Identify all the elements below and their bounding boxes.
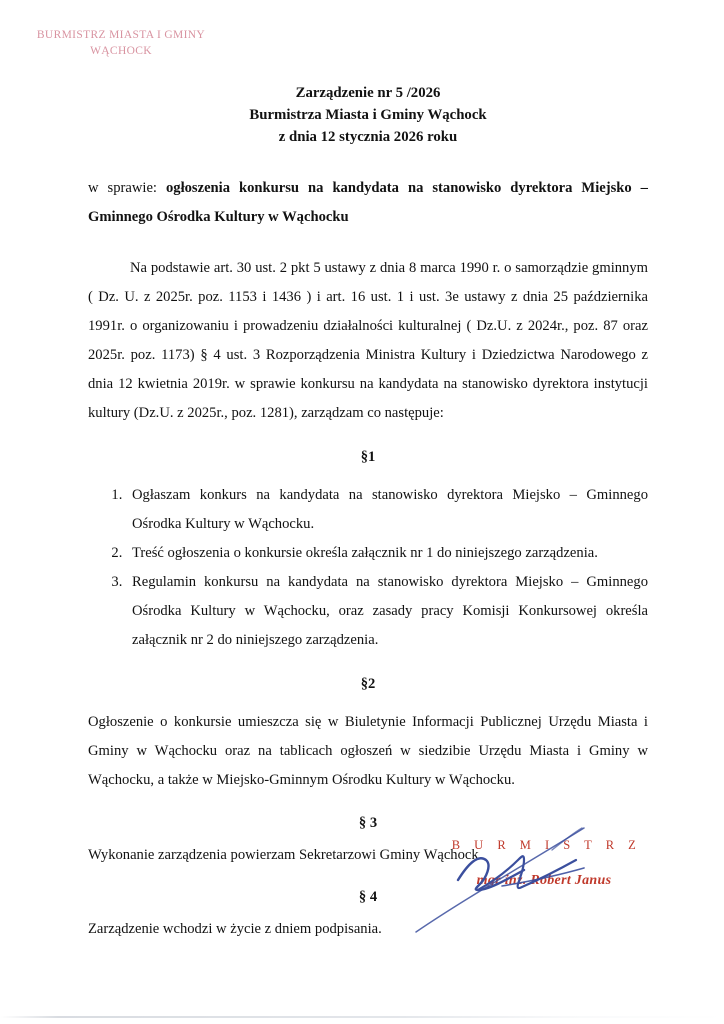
signature-office-stamp: B U R M I S T R Z <box>451 838 642 852</box>
section-1-list <box>88 481 648 655</box>
section-marker-4: § 4 <box>358 889 378 906</box>
legal-basis-paragraph: Na podstawie art. 30 ust. 2 pkt 5 ustawy z dnia 8 marca 1990 r. o samorządzie gminnym ( Dz. U. z 2025r. poz. 1153 i 1436 ) i art. 16 ust. 1 i ust. 3e ustawy z dnia 25 października 1991r. o organizowaniu i prowadzeniu działalności kulturalnej ( Dz.U. z 2024r., poz. 87 oraz 2025r. poz. 1173) § 4 ust. 3 Rozporządzenia Ministra Kultury i Dziedzictwa Narodowego z dnia 12 kwietnia 2019r. w sprawie konkursu na kandydata na stanowisko dyrektora instytucji kultury (Dz.U. z 2025r., poz. 1281), zarządzam co następuje: <box>88 260 648 421</box>
section-marker-3: § 3 <box>358 814 378 831</box>
document-body <box>88 0 648 959</box>
document-title <box>88 82 648 148</box>
section-3-paragraph: Wykonanie zarządzenia powierzam Sekretarzowi Gminy Wąchock. <box>88 846 483 863</box>
scan-edge-artifact <box>0 1016 724 1018</box>
subject-lead: w sprawie: <box>88 180 166 196</box>
letterhead-line-1: BURMISTRZ MIASTA I GMINY <box>36 29 206 41</box>
letterhead-line-2: WĄCHOCK <box>90 44 152 57</box>
title-line-1: Zarządzenie nr 5 /2026 <box>295 85 441 101</box>
list-item: 1. Ogłaszam konkurs na kandydata na stanowisko dyrektora Miejsko – Gminnego Ośrodka Kultury w Wąchocku. <box>126 481 648 539</box>
section-marker-2: §2 <box>360 676 376 692</box>
signature-block <box>424 838 664 889</box>
section-4-paragraph: Zarządzenie wchodzi w życie z dniem podpisania. <box>88 921 382 938</box>
list-item: 3. Regulamin konkursu na kandydata na stanowisko dyrektora Miejsko – Gminnego Ośrodka Kultury w Wąchocku, oraz zasady pracy Komisji Konkursowej określa załącznik nr 2 do niniejszego zarządzenia. <box>126 568 648 655</box>
section-marker-1: §1 <box>360 449 376 465</box>
list-item: 2. Treść ogłoszenia o konkursie określa załącznik nr 1 do niniejszego zarządzenia. <box>126 539 648 568</box>
title-line-3: z dnia 12 stycznia 2026 roku <box>278 129 458 145</box>
signature-name-stamp: mgr inż. Robert Janus <box>476 873 612 888</box>
section-2-paragraph: Ogłoszenie o konkursie umieszcza się w Biuletynie Informacji Publicznej Urzędu Miasta i Gminy w Wąchocku oraz na tablicach ogłoszeń w siedzibie Urzędu Miasta i Gminy w Wąchocku, a także w Miejsko-Gminnym Ośrodku Kultury w Wąchocku. <box>88 714 648 788</box>
subject-line <box>88 174 648 232</box>
title-line-2: Burmistrza Miasta i Gminy Wąchock <box>249 107 487 123</box>
subject-text: ogłoszenia konkursu na kandydata na stanowisko dyrektora Miejsko – Gminnego Ośrodka Kultury w Wąchocku <box>88 180 648 225</box>
